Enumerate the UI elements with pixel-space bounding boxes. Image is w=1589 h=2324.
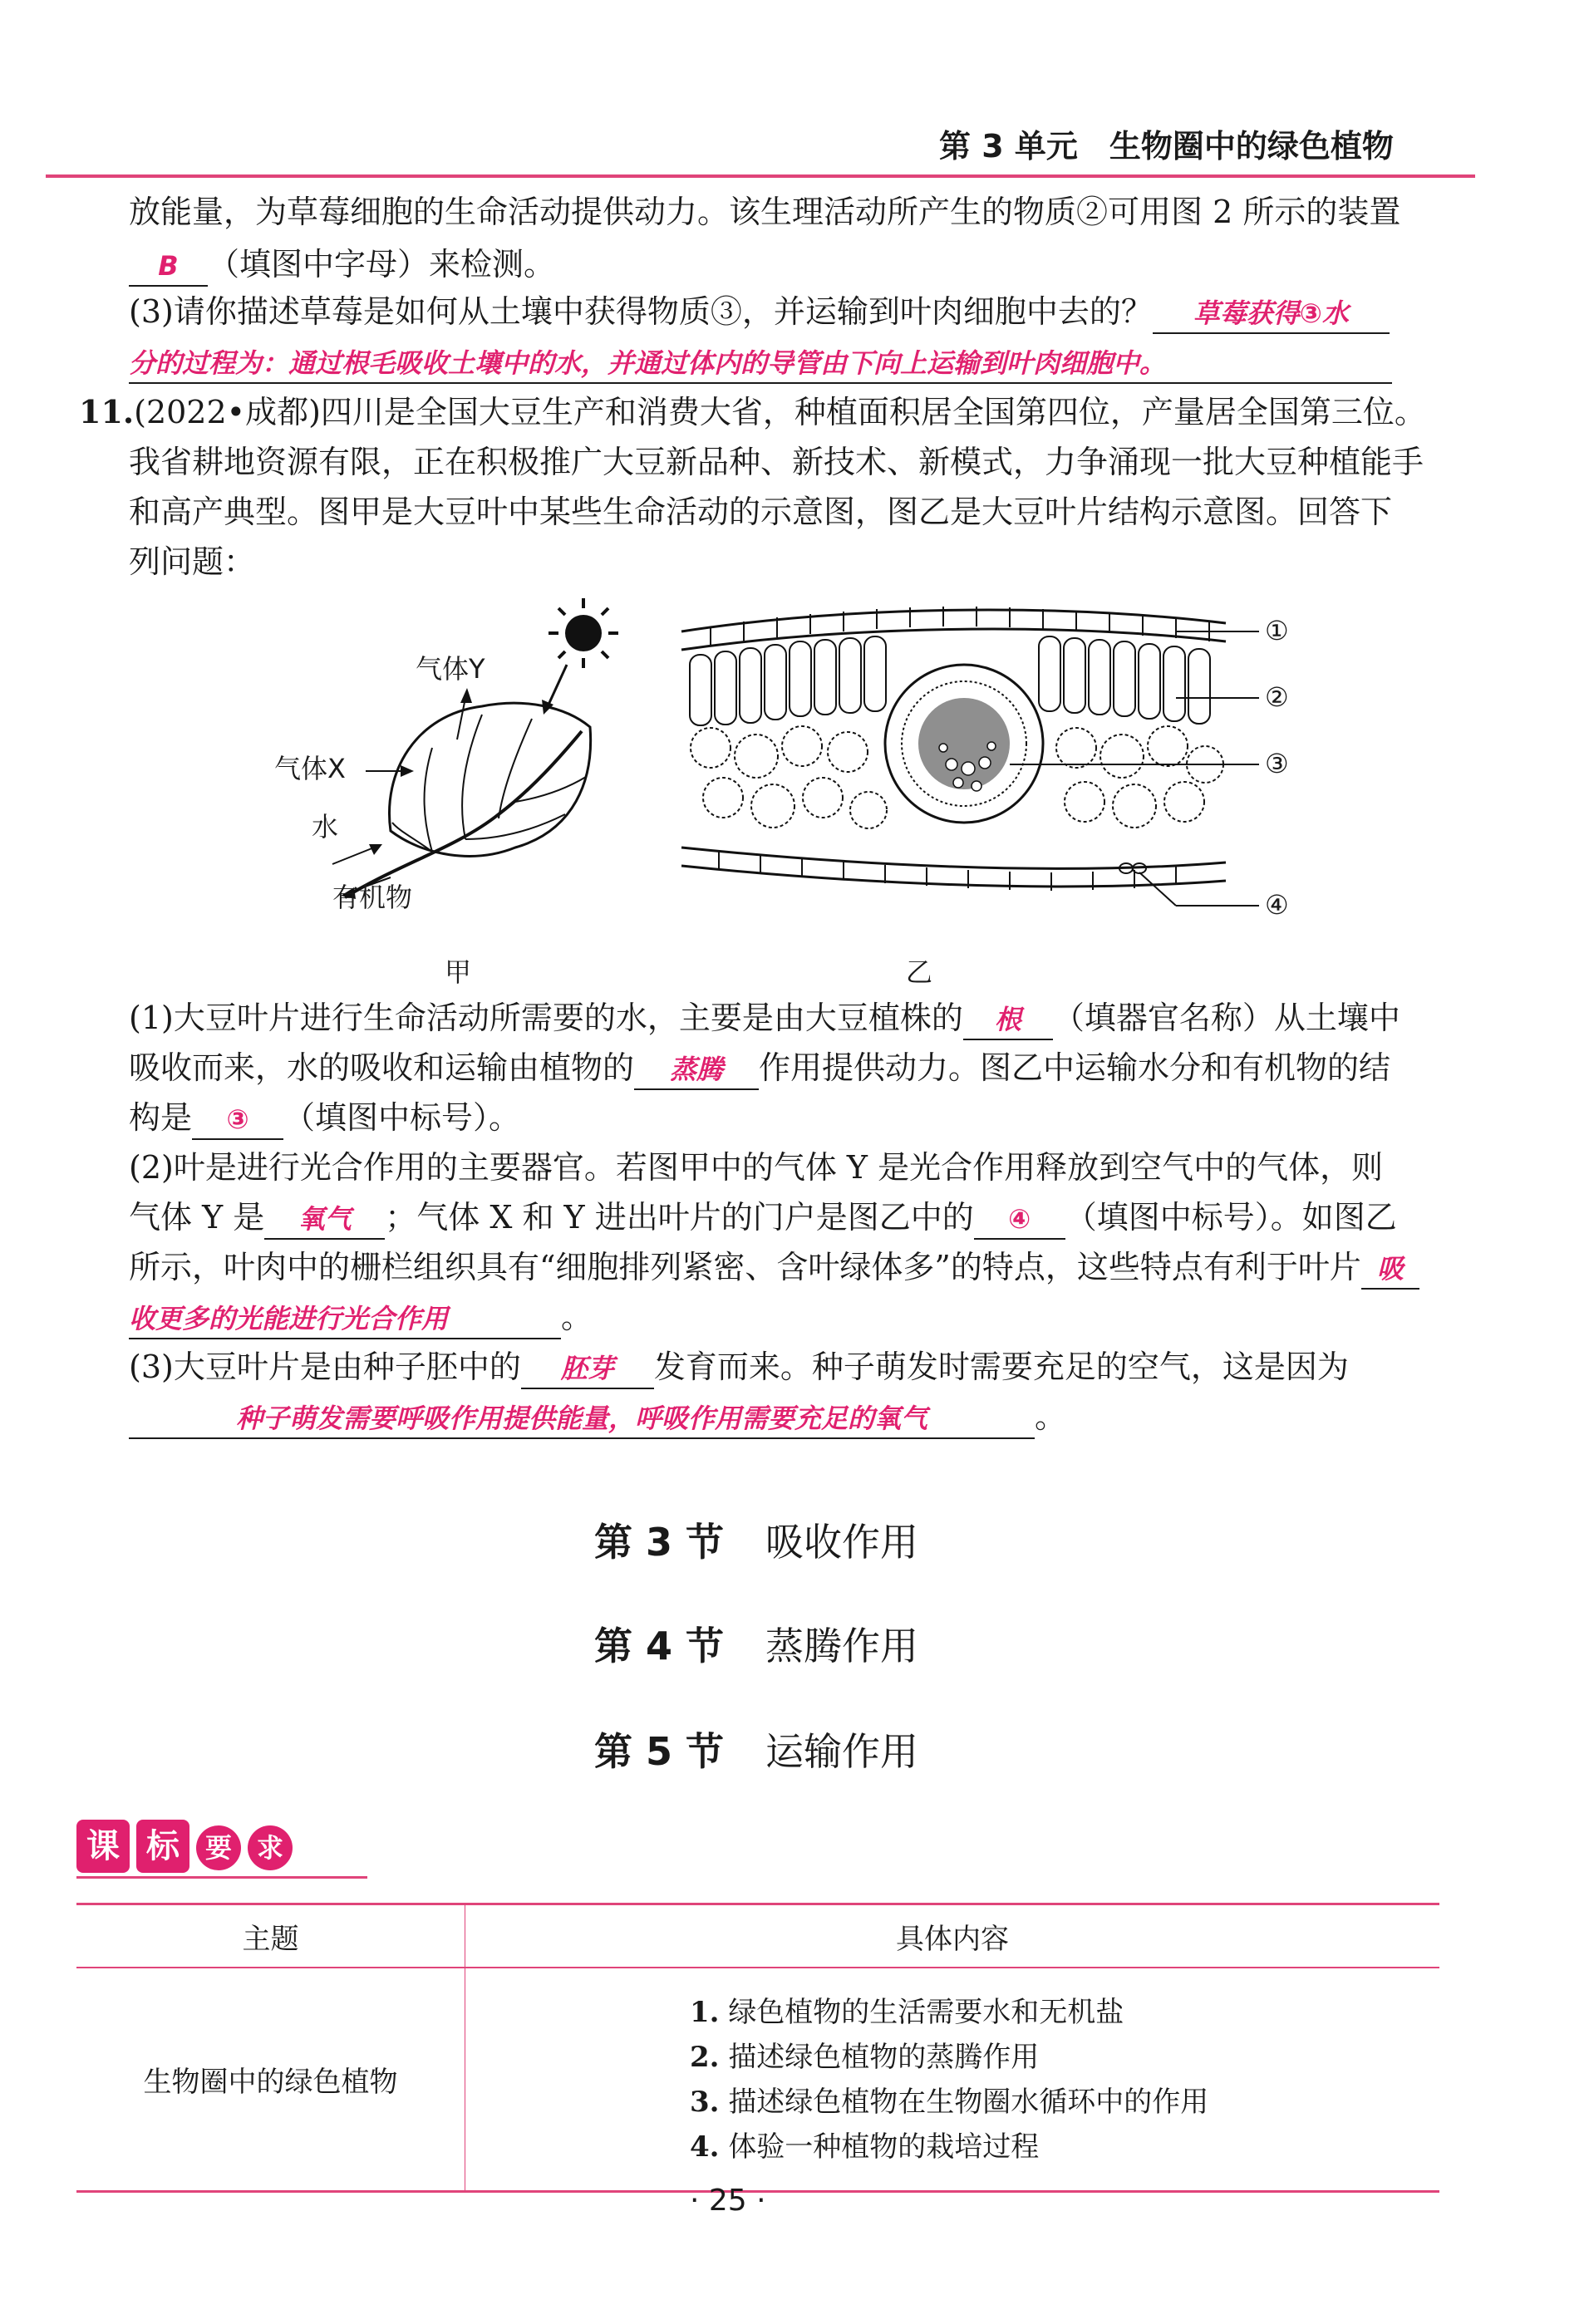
label-gas-x: 气体X bbox=[274, 753, 346, 784]
section-title: 第 4 节 蒸腾作用 bbox=[594, 1624, 919, 1668]
answer-blank: 草莓获得③水 bbox=[1153, 294, 1390, 334]
prev-line2: B （填图中字母）来检测。 bbox=[129, 239, 555, 289]
q11-sub2-line3: 所示，叶肉中的栅栏组织具有“细胞排列紧密、含叶绿体多”的特点，这些特点有利于叶片 吸 bbox=[129, 1242, 1419, 1292]
topic-cell: 生物圈中的绿色植物 bbox=[76, 1968, 465, 2192]
col-header-topic: 主题 bbox=[76, 1904, 465, 1968]
answer-blank: 氧气 bbox=[264, 1200, 385, 1240]
standards-badge: 课 标 要 求 bbox=[76, 1820, 299, 1873]
q11-sub2-line1: (2)叶是进行光合作用的主要器官。若图甲中的气体 Y 是光合作用释放到空气中的气体，则 bbox=[129, 1149, 1384, 1186]
content-cell bbox=[465, 1968, 1440, 2192]
q11-sub3-line2: 种子萌发需要呼吸作用提供能量，呼吸作用需要充足的氧气 。 bbox=[129, 1392, 1066, 1442]
label-2: ② bbox=[1265, 681, 1289, 713]
q11-line1: 11.(2022•成都)四川是全国大豆生产和消费大省，种植面积居全国第四位，产量居全国第三位。 bbox=[79, 393, 1426, 430]
label-3: ③ bbox=[1265, 748, 1289, 779]
label-1: ① bbox=[1265, 615, 1289, 646]
prev-q3: (3)请你描述草莓是如何从土壤中获得物质③，并运输到叶肉细胞中去的？ 草莓获得③水 bbox=[129, 287, 1390, 337]
prev-line1: 放能量，为草莓细胞的生命活动提供动力。该生理活动所产生的物质②可用图 2 所示的装置 bbox=[129, 194, 1401, 230]
answer-blank: 胚芽 bbox=[521, 1349, 654, 1389]
figure-jia-caption: 甲 bbox=[445, 956, 472, 988]
q11-sub3-line1: (3)大豆叶片是由种子胚中的 胚芽 发育而来。种子萌发时需要充足的空气，这是因为 bbox=[129, 1342, 1349, 1392]
question-number: 11. bbox=[79, 393, 135, 430]
q11-line2: 我省耕地资源有限，正在积极推广大豆新品种、新技术、新模式，力争涌现一批大豆种植能手 bbox=[129, 444, 1424, 480]
answer-blank: B bbox=[129, 247, 208, 287]
answer-blank: 根 bbox=[963, 1000, 1053, 1040]
list-item: 1. 绿色植物的生活需要水和无机盐 bbox=[690, 1995, 1124, 2029]
answer-blank: 蒸腾 bbox=[634, 1050, 759, 1090]
list-item: 3. 描述绿色植物在生物圈水循环中的作用 bbox=[690, 2085, 1209, 2119]
leaf-cross-section bbox=[677, 598, 1276, 914]
standards-table bbox=[76, 1903, 1439, 2193]
answer-blank: ④ bbox=[974, 1200, 1065, 1240]
answer-blank: 收更多的光能进行光合作用 bbox=[129, 1300, 561, 1339]
col-header-content: 具体内容 bbox=[465, 1904, 1440, 1968]
header-divider bbox=[46, 174, 1475, 178]
q11-sub2-line4: 收更多的光能进行光合作用 。 bbox=[129, 1292, 593, 1342]
label-water: 水 bbox=[312, 811, 339, 843]
q11-line4: 列问题： bbox=[129, 543, 256, 580]
page-number: · 25 · bbox=[690, 2184, 766, 2218]
unit-header: 第 3 单元 生物圈中的绿色植物 bbox=[939, 128, 1394, 165]
list-item: 4. 体验一种植物的栽培过程 bbox=[690, 2130, 1040, 2164]
answer-blank: 吸 bbox=[1361, 1250, 1419, 1290]
label-4: ④ bbox=[1265, 889, 1289, 921]
section-title: 第 5 节 运输作用 bbox=[594, 1729, 919, 1774]
q11-line3: 和高产典型。图甲是大豆叶中某些生命活动的示意图，图乙是大豆叶片结构示意图。回答下 bbox=[129, 494, 1393, 530]
section-title: 第 3 节 吸收作用 bbox=[594, 1520, 919, 1565]
label-gas-y: 气体Y bbox=[416, 653, 485, 685]
list-item: 2. 描述绿色植物的蒸腾作用 bbox=[690, 2040, 1040, 2074]
badge-underline bbox=[76, 1876, 367, 1879]
q11-sub2-line2: 气体 Y 是 氧气 ；气体 X 和 Y 进出叶片的门户是图乙中的 ④ （填图中标号）。如图乙 bbox=[129, 1192, 1397, 1242]
q11-sub1-line3: 构是 ③ （填图中标号）。 bbox=[129, 1093, 520, 1142]
q11-sub1-line2: 吸收而来，水的吸收和运输由植物的 蒸腾 作用提供动力。图乙中运输水分和有机物的结 bbox=[129, 1043, 1390, 1093]
answer-blank: 种子萌发需要呼吸作用提供能量，呼吸作用需要充足的氧气 bbox=[129, 1399, 1035, 1439]
prev-q3-answer: 分的过程为：通过根毛吸收土壤中的水，并通过体内的导管由下向上运输到叶肉细胞中。 bbox=[129, 337, 1392, 386]
q11-sub1-line1: (1)大豆叶片进行生命活动所需要的水，主要是由大豆植株的 根 （填器官名称）从土壤中 bbox=[129, 993, 1400, 1043]
answer-blank: ③ bbox=[192, 1100, 283, 1140]
figure-yi-caption: 乙 bbox=[906, 956, 933, 988]
label-organic: 有机物 bbox=[332, 882, 413, 913]
sun-icon bbox=[549, 598, 618, 668]
